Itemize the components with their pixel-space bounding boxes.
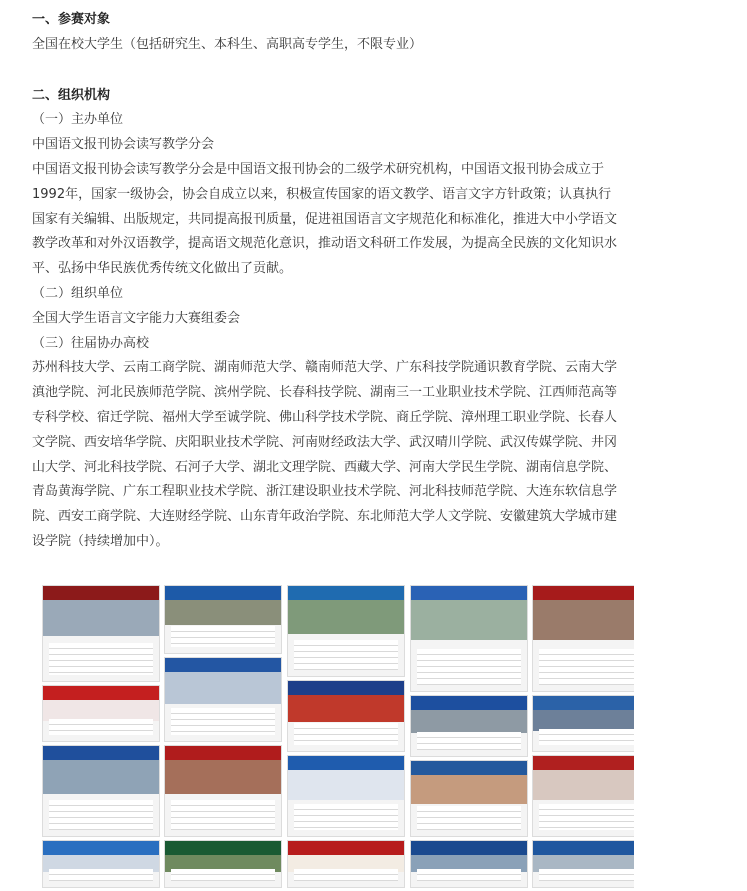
schools-line-4: 文学院、西安培华学院、庆阳职业技术学院、河南财经政法大学、武汉晴川学院、武汉传媒学院、井冈 [32,434,618,450]
website-screenshot [287,585,405,677]
website-screenshot [287,680,405,752]
schools-line-1: 苏州科技大学、云南工商学院、湖南师范大学、赣南师范大学、广东科技学院通识教育学院、云南大学 [32,360,618,376]
website-screenshot [42,585,160,682]
site-header-bar [533,696,634,710]
site-text-rows [171,708,275,735]
schools-line-6: 青岛黄海学院、广东工程职业技术学院、浙江建设职业技术学院、河北科技师范学院、大连东软信息学 [32,484,618,500]
host-desc-line-2: 1992年，国家一级协会，协会自成立以来，积极宣传国家的语文教学、语言文字方针政策；认真执行 [32,186,612,202]
site-banner-photo [411,775,527,804]
section-1-heading: 一、参赛对象 [32,12,111,27]
site-banner-photo [533,710,634,731]
host-desc-line-1: 中国语文报刊协会读写教学分会是中国语文报刊协会的二级学术研究机构，中国语文报刊协会成立于 [32,161,605,177]
organizer-label: （二）组织单位 [32,285,124,301]
article-body [32,8,672,555]
site-banner-photo [165,600,281,625]
website-screenshot [410,695,528,757]
website-screenshot [42,685,160,742]
site-banner-photo [43,600,159,636]
site-text-rows [539,649,634,685]
site-header-bar [43,586,159,600]
site-header-bar [165,658,281,672]
host-desc-line-4: 教学改革和对外汉语教学，提高语文规范化意识，推动语文科研工作发展，为提高全民族的文化知识水 [32,236,618,252]
website-screenshot [164,745,282,837]
site-banner-photo [533,600,634,640]
site-text-rows [539,729,634,745]
site-header-bar [43,746,159,760]
website-screenshot [287,840,405,888]
site-text-rows [417,732,521,750]
site-text-rows [294,640,398,670]
site-header-bar [43,686,159,700]
website-screenshot [410,585,528,692]
spacer [32,58,672,84]
website-screenshot [410,840,528,888]
site-text-rows [539,804,634,830]
website-screenshot [164,657,282,742]
site-banner-photo [165,672,281,704]
site-header-bar [533,756,634,770]
site-header-bar [165,746,281,760]
site-text-rows [49,643,153,675]
site-text-rows [49,719,153,735]
school-websites-collage [42,585,634,891]
website-screenshot [410,760,528,837]
website-screenshot [42,840,160,888]
site-banner-photo [288,695,404,722]
site-header-bar [288,681,404,695]
schools-line-5: 山大学、河北科技学院、石河子大学、湖北文理学院、西藏大学、河南大学民生学院、湖南信息学院、 [32,459,618,475]
site-banner-photo [43,760,159,794]
website-screenshot [164,585,282,654]
site-text-rows [171,800,275,830]
website-screenshot [532,585,634,692]
host-label: （一）主办单位 [32,112,124,128]
site-banner-photo [288,770,404,800]
website-screenshot [532,755,634,837]
site-header-bar [288,756,404,770]
host-desc-line-5: 平、弘扬中华民族优秀传统文化做出了贡献。 [32,261,293,277]
site-banner-photo [411,600,527,640]
site-text-rows [294,804,398,830]
site-header-bar [411,841,527,855]
schools-line-7: 院、西安工商学院、大连财经学院、山东青年政治学院、东北师范大学人文学院、安徽建筑大学城市建 [32,509,618,525]
site-text-rows [539,869,634,881]
host-desc-line-3: 国家有关编辑、出版规定，共同提高报刊质量，促进祖国语言文字规范化和标准化，推进大中小学语文 [32,211,618,227]
schools-label: （三）往届协办高校 [32,335,150,351]
site-text-rows [417,649,521,685]
section-2-heading: 二、组织机构 [32,87,111,103]
site-text-rows [294,869,398,881]
site-banner-photo [533,770,634,800]
website-screenshot [42,745,160,837]
website-screenshot [287,755,405,837]
site-header-bar [533,841,634,855]
site-text-rows [171,869,275,881]
site-text-rows [294,723,398,745]
site-header-bar [43,841,159,855]
site-header-bar [533,586,634,600]
site-text-rows [417,806,521,830]
schools-line-2: 滇池学院、河北民族师范学院、滨州学院、长春科技学院、湖南三一工业职业技术学院、江西师范高等 [32,385,618,401]
site-banner-photo [288,600,404,634]
host-name: 中国语文报刊协会读写教学分会 [32,137,215,153]
site-banner-photo [165,760,281,794]
site-text-rows [49,869,153,881]
site-header-bar [288,841,404,855]
site-text-rows [171,626,275,647]
site-header-bar [165,841,281,855]
site-header-bar [165,586,281,600]
organizer-name: 全国大学生语言文字能力大赛组委会 [32,310,241,326]
site-banner-photo [411,710,527,733]
schools-line-3: 专科学校、宿迁学院、福州大学至诚学院、佛山科学技术学院、商丘学院、漳州理工职业学院、长春人 [32,409,618,425]
site-header-bar [411,761,527,775]
schools-line-8: 设学院（持续增加中）。 [32,533,169,549]
site-header-bar [411,696,527,710]
section-1-body: 全国在校大学生（包括研究生、本科生、高职高专学生，不限专业） [32,36,423,52]
site-text-rows [49,800,153,830]
site-header-bar [411,586,527,600]
website-screenshot [164,840,282,888]
website-screenshot [532,695,634,752]
site-banner-photo [43,700,159,721]
site-text-rows [417,869,521,881]
site-header-bar [288,586,404,600]
website-screenshot [532,840,634,888]
